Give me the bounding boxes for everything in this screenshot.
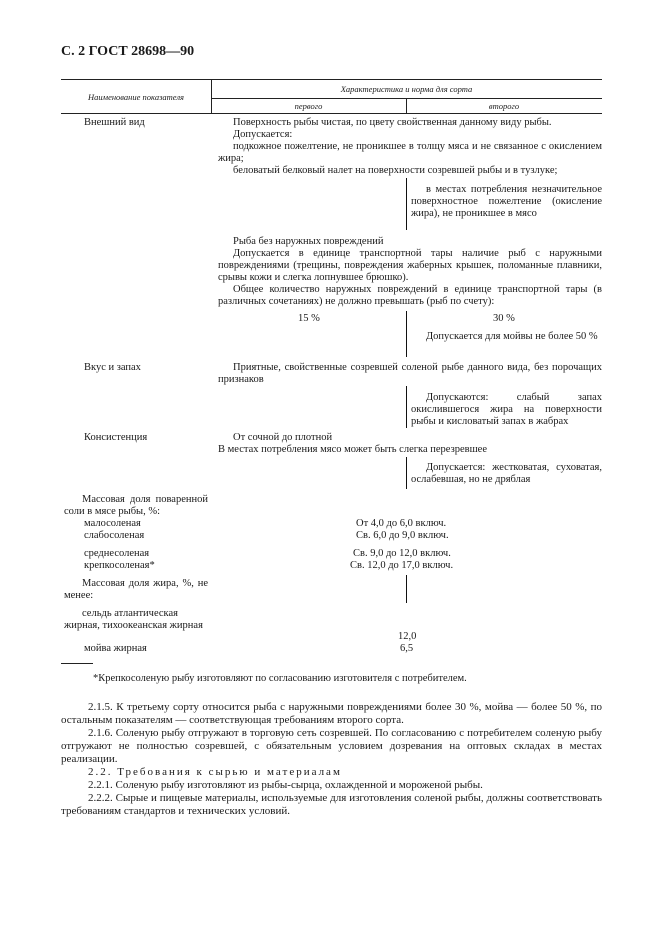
salt-value-2: Св. 6,0 до 9,0 включ.	[356, 530, 449, 541]
para-2-2-1: 2.2.1. Соленую рыбу изготовляют из рыбы-сырца, охлажденной и мороженой рыбы.	[88, 779, 483, 791]
fat-type-1: сельдь атлантическая жирная, тихоокеанская жирная	[64, 608, 203, 631]
consistency-t1: От сочной до плотной	[233, 432, 333, 443]
salt-type-3: среднесоленая	[84, 548, 150, 559]
mojva-note: Допускается для мойвы не более 50 %	[426, 331, 598, 342]
first-grade-percent: 15 %	[298, 313, 320, 324]
col-char-header: Характеристика и норма для сорта	[340, 84, 473, 94]
col-second-header: второго	[488, 101, 520, 111]
appearance-p6: Допускается в единице транспортной тары наличие рыб с наружными повреждениями (трещины, повреждения жаберных крышек, поломанные плавники, срывы кожи и слегка лопнувшее брюшко).	[218, 248, 602, 283]
col-name-header: Наименование показателя	[88, 92, 184, 102]
table-header-rule	[61, 113, 602, 114]
section-2-2-title: 2.2. Требования к сырью и материалам	[88, 766, 342, 778]
row-consistency-name: Консистенция	[84, 432, 148, 443]
taste-second-note: Допускаются: слабый запах окислившегося жира на поверхности рыбы и кисловатый запах в жабрах	[411, 392, 602, 427]
fat-type-2: мойва жирная	[84, 643, 147, 654]
row-taste-name: Вкус и запах	[84, 362, 141, 373]
consistency-second-note: Допускается: жестковатая, суховатая, ослабевшая, но не дряблая	[411, 462, 602, 485]
second-grade-marker	[406, 575, 407, 603]
appearance-p5: Рыба без наружных повреждений	[233, 236, 384, 247]
salt-value-3: Св. 9,0 до 12,0 включ.	[353, 548, 451, 559]
appearance-p2: Допускается:	[233, 129, 293, 140]
row-salt-name: Массовая доля поваренной соли в мясе рыбы, %:	[64, 494, 208, 517]
salt-type-2: слабосоленая	[84, 530, 145, 541]
para-2-1-5: 2.1.5. К третьему сорту относится рыба с наружными повреждениями более 30 %, мойва — более 50 %, по остальным показателям — соответствующая требованиям второго сорта.	[61, 701, 602, 726]
consistency-t2: В местах потребления мясо может быть слегка перезревшее	[218, 444, 488, 455]
appearance-p4: беловатый белковый налет на поверхности созревшей рыбы и в тузлуке;	[233, 165, 558, 176]
appearance-p3: подкожное пожелтение, не проникшее в толщу мяса и не связанное с окислением жира;	[218, 141, 602, 164]
appearance-p7: Общее количество наружных повреждений в единице транспортной тары (в различных сочетаниях) не должно превышать (рыб по счету):	[218, 284, 602, 307]
appearance-p1: Поверхность рыбы чистая, по цвету свойственная данному виду рыбы.	[233, 117, 552, 128]
table-top-rule	[61, 79, 602, 80]
footnote: *Крепкосоленую рыбу изготовляют по согласованию изготовителя с потребителем.	[93, 673, 467, 684]
para-2-2-2: 2.2.2. Сырые и пищевые материалы, используемые для изготовления соленой рыбы, должны соответствовать требованиям стандартов и технических условий.	[61, 792, 602, 817]
salt-value-1: От 4,0 до 6,0 включ.	[356, 518, 447, 529]
second-grade-percent: 30 %	[493, 313, 515, 324]
footnote-rule	[61, 663, 93, 664]
second-grade-marker	[406, 386, 407, 428]
fat-value-2: 6,5	[400, 643, 414, 654]
para-2-1-6: 2.1.6. Соленую рыбу отгружают в торговую сеть созревшей. По согласованию с потребителем соленую рыбу отгружают не полностью созревшей, с обязательным условием дозревания на оптовых складах в местах реализации.	[61, 727, 602, 765]
taste-text: Приятные, свойственные созревшей соленой рыбе данного вида, без порочащих признаков	[218, 362, 602, 385]
second-grade-marker	[406, 311, 407, 357]
second-grade-marker	[406, 178, 407, 230]
appearance-second-note: в местах потребления незначительное поверхностное пожелтение (окисление жира), не проникшее в мясо	[411, 184, 602, 219]
fat-value-1: 12,0	[398, 631, 417, 642]
col-first-header: первого	[294, 101, 323, 111]
row-fat-name: Массовая доля жира, %, не менее:	[64, 578, 208, 601]
salt-value-4: Св. 12,0 до 17,0 включ.	[350, 560, 454, 571]
salt-type-1: малосоленая	[84, 518, 141, 529]
row-appearance-name: Внешний вид	[84, 117, 145, 128]
salt-type-4: крепкосоленая*	[84, 560, 155, 571]
second-grade-marker	[406, 457, 407, 489]
page-header: С. 2 ГОСТ 28698—90	[61, 44, 195, 59]
